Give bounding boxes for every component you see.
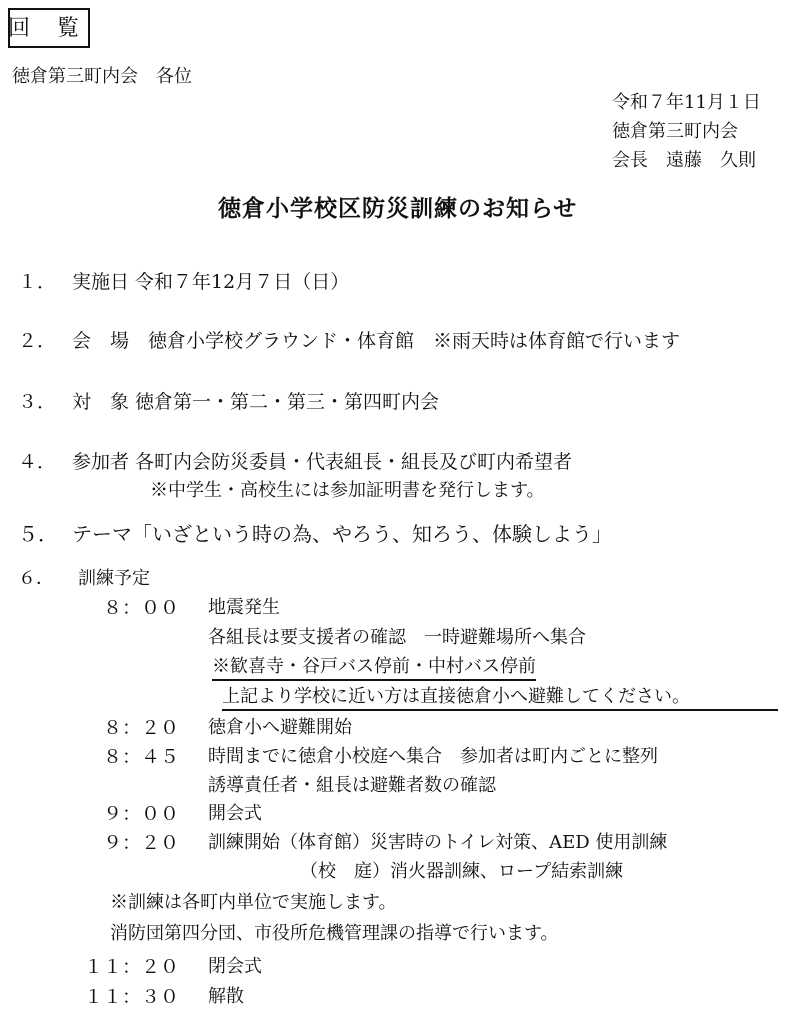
item-number: ４． <box>18 451 57 473</box>
schedule-time: ９：２０ <box>103 832 180 854</box>
direct-evacuation-note: 上記より学校に近い方は直接徳倉小へ避難してください。 <box>222 688 778 711</box>
evacuation-sites: ※歓喜寺・谷戸バス停前・中村バス停前 <box>212 658 536 681</box>
item-venue: 会 場 徳倉小学校グラウンド・体育館 ※雨天時は体育館で行います <box>72 330 681 352</box>
schedule-time: １１：３０ <box>84 986 180 1008</box>
schedule-text: 閉会式 <box>208 956 262 977</box>
schedule-time: １１：２０ <box>84 956 180 978</box>
sender-org: 徳倉第三町内会 <box>612 121 738 142</box>
schedule-text: 時間までに徳倉小校庭へ集合 参加者は町内ごとに整列 <box>208 746 658 767</box>
recipient: 徳倉第三町内会 各位 <box>12 66 192 87</box>
participants-note: ※中学生・高校生には参加証明書を発行します。 <box>150 480 545 501</box>
sender-name: 会長 遠藤 久則 <box>612 150 756 171</box>
item-number: ６． <box>18 568 54 589</box>
item-participants: 参加者 各町内会防災委員・代表組長・組長及び町内希望者 <box>72 451 573 473</box>
item-number: １． <box>18 271 57 293</box>
page-title: 徳倉小学校区防災訓練のお知らせ <box>218 195 578 222</box>
training-note: 消防団第四分団、市役所危機管理課の指導で行います。 <box>110 923 559 944</box>
schedule-text: 各組長は要支援者の確認 一時避難場所へ集合 <box>208 627 586 648</box>
training-note: ※訓練は各町内単位で実施します。 <box>110 892 397 913</box>
schedule-time: ８：００ <box>103 597 180 619</box>
item-number: ５． <box>18 522 58 546</box>
schedule-time: ８：２０ <box>103 717 180 739</box>
schedule-text: 徳倉小へ避難開始 <box>208 717 352 738</box>
schedule-text: 地震発生 <box>208 597 280 618</box>
schedule-text: 解散 <box>208 986 244 1007</box>
item-theme: テーマ「いざという時の為、やろう、知ろう、体験しよう」 <box>72 522 612 546</box>
schedule-text: 開会式 <box>208 803 262 824</box>
item-number: ２． <box>18 330 57 352</box>
circulation-label: 回 覧 <box>8 16 89 41</box>
item-number: ３． <box>18 391 57 413</box>
item-target: 対 象 徳倉第一・第二・第三・第四町内会 <box>72 391 440 413</box>
item-schedule-heading: 訓練予定 <box>78 568 150 589</box>
issue-date: 令和７年11月１日 <box>612 92 761 113</box>
schedule-text: 誘導責任者・組長は避難者数の確認 <box>208 775 496 796</box>
schedule-time: ９：００ <box>103 803 180 825</box>
schedule-text: 訓練開始（体育館）災害時のトイレ対策、AED 使用訓練 <box>208 832 668 853</box>
schedule-time: ８：４５ <box>103 746 180 768</box>
schedule-text: （校 庭）消火器訓練、ロープ結索訓練 <box>300 861 624 882</box>
item-date: 実施日 令和７年12月７日（日） <box>72 271 350 293</box>
